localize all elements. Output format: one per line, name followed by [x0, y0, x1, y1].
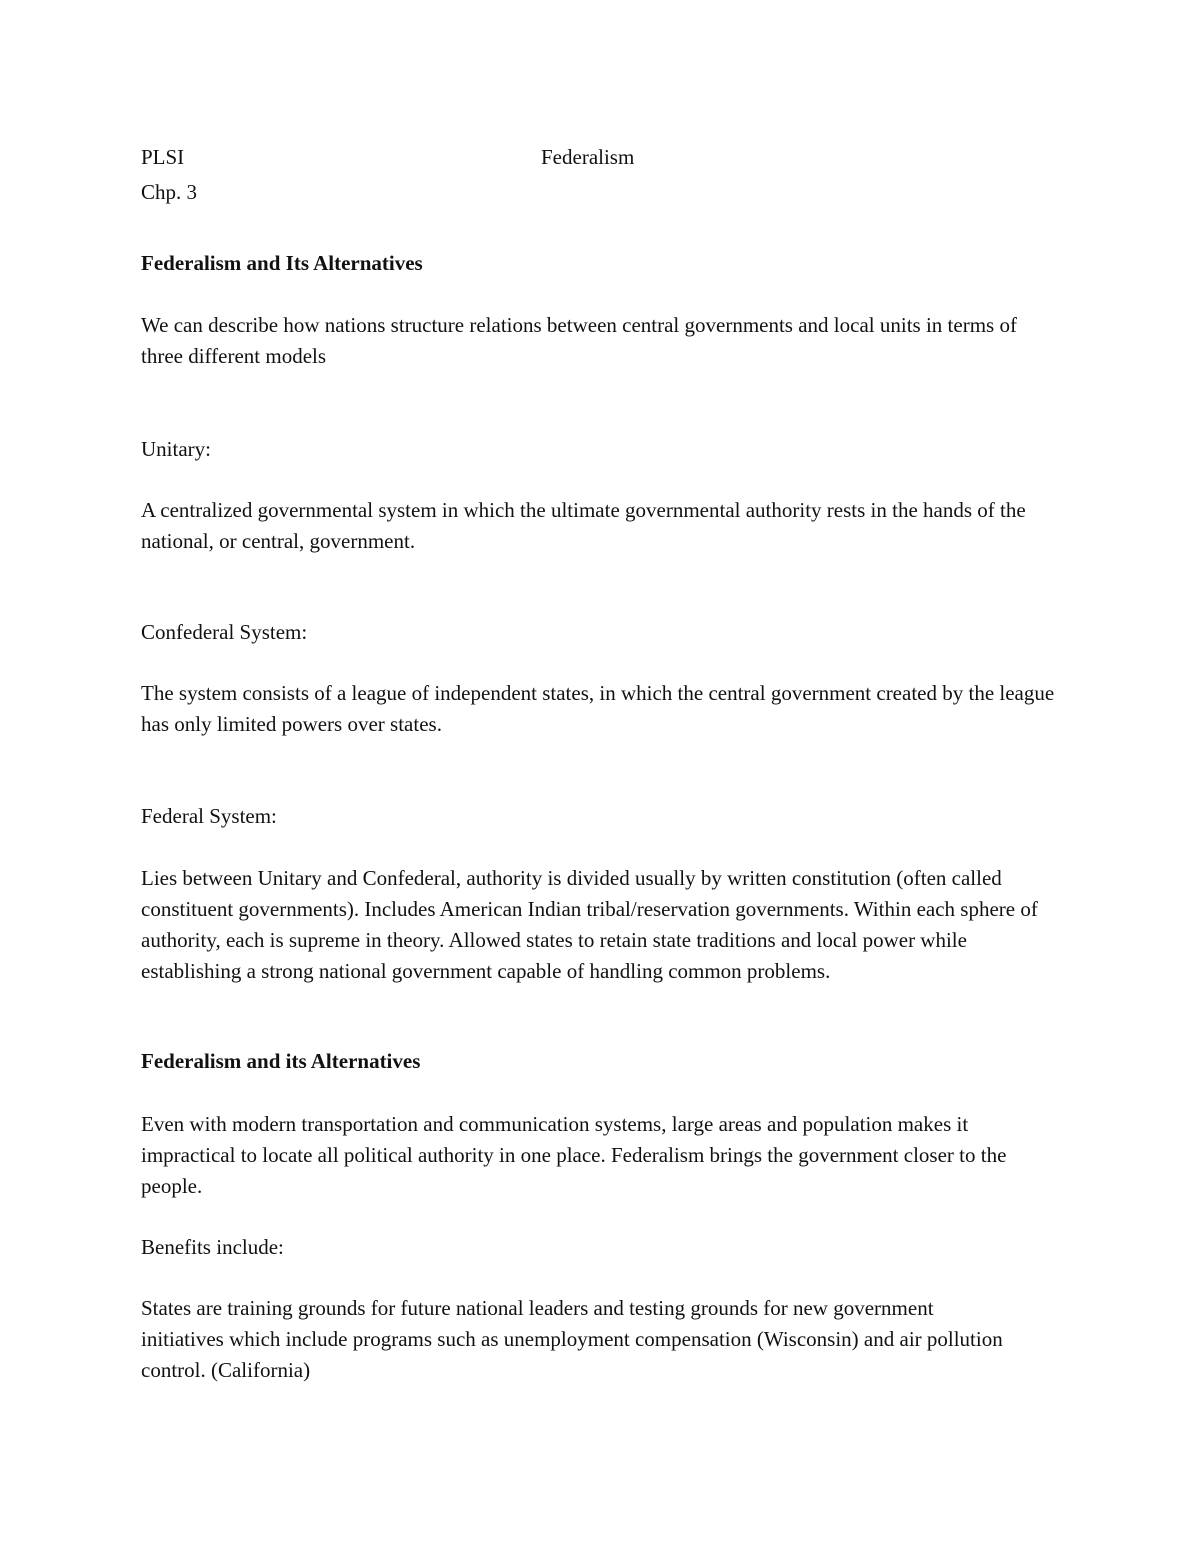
unitary-label: Unitary:	[141, 437, 211, 461]
unitary-definition: A centralized governmental system in which the ultimate governmental authority rests in the hands of the national, or central, government.	[141, 498, 1026, 553]
document-topic: Federalism	[541, 145, 635, 169]
federal-label: Federal System:	[141, 804, 277, 828]
federal-definition: Lies between Unitary and Confederal, authority is divided usually by written constitution (often called constituent governments). Includes American Indian tribal/reservation governments. Within each sphere of authority, each is supreme in theory. Allowed states to retain state traditions and local power while establishing a strong national government capable of handling common problems.	[141, 866, 1038, 983]
confederal-definition: The system consists of a league of independent states, in which the central government created by the league has only limited powers over states.	[141, 681, 1055, 736]
benefits-paragraph: States are training grounds for future national leaders and testing grounds for new government initiatives which include programs such as unemployment compensation (Wisconsin) and air pollution control. (California)	[141, 1296, 1003, 1382]
chapter-label: Chp. 3	[141, 180, 198, 204]
section-heading-1: Federalism and Its Alternatives	[141, 251, 423, 275]
section-heading-2: Federalism and its Alternatives	[141, 1049, 421, 1073]
confederal-label: Confederal System:	[141, 620, 308, 644]
section2-paragraph: Even with modern transportation and communication systems, large areas and population makes it impractical to locate all political authority in one place. Federalism brings the government closer to the people.	[141, 1112, 1007, 1198]
intro-paragraph: We can describe how nations structure relations between central governments and local units in terms of three different models	[141, 313, 1017, 368]
course-code: PLSI	[141, 145, 185, 169]
benefits-label: Benefits include:	[141, 1235, 284, 1259]
